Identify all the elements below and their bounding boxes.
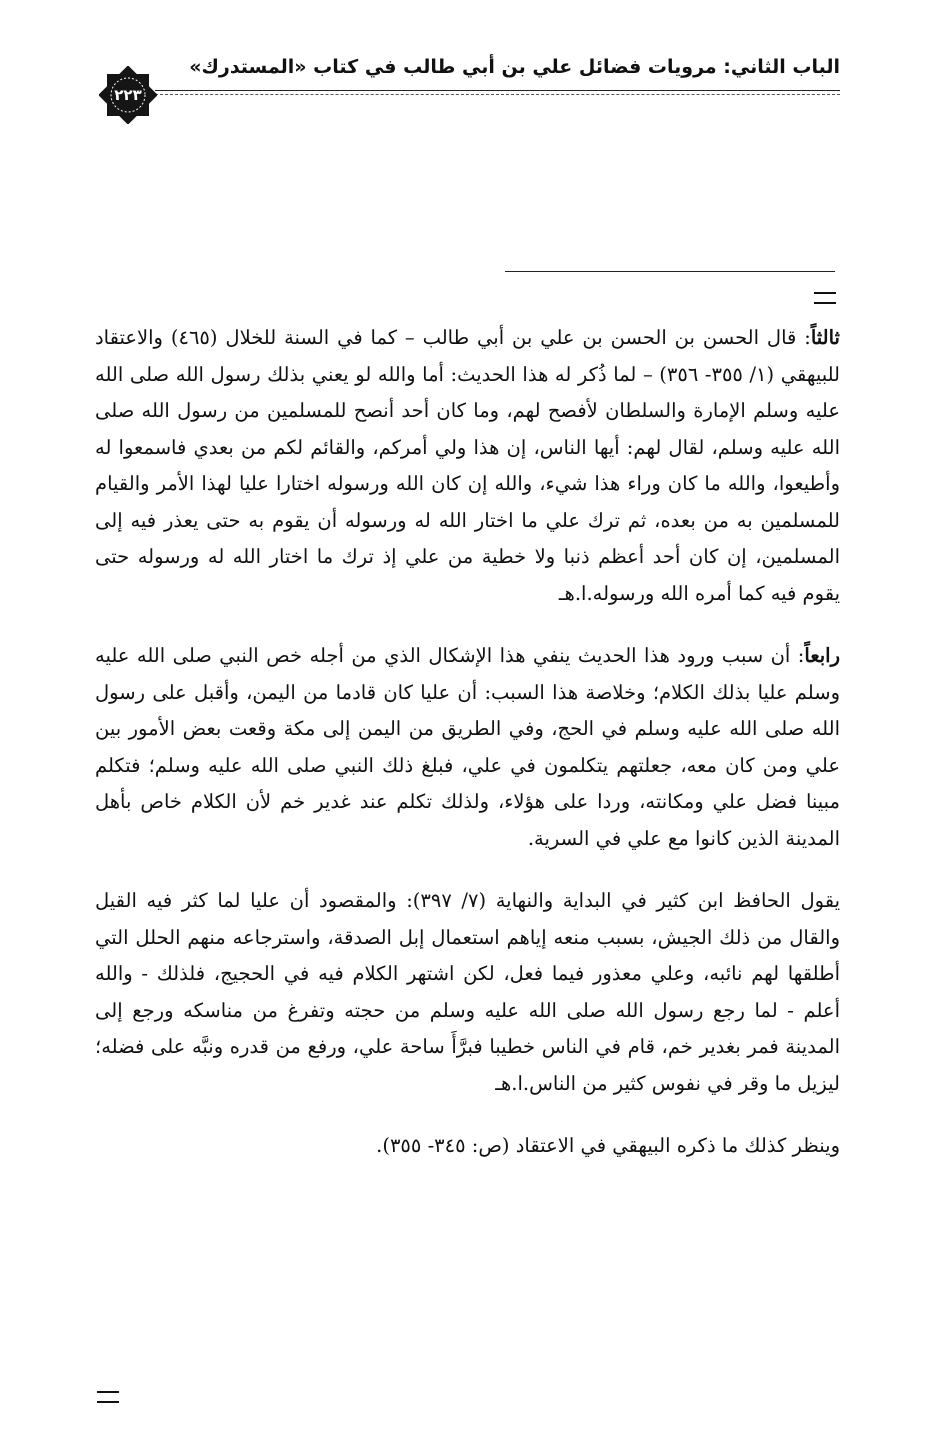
paragraph-text: يقول الحافظ ابن كثير في البداية والنهاية (٧/ ٣٩٧): والمقصود أن عليا لما كثر فيه القيل والقال من ذلك الجيش، بسبب منعه إياهم استعمال إبل الصدقة، واسترجاعه منهم الحلل التي أطلقها لهم نائبه، وعلي معذور فيما فعل، لكن اشتهر الكلام فيه في الحجيج، فلذلك - والله أعلم - لما رجع رسول الله صلى الله عليه وسلم من حجته وتفرغ من مناسكه ورجع إلى المدينة فمر بغدير خم، قام في الناس خطيبا فبرَّأَ ساحة علي، ورفع من قدره ونبَّه على فضله؛ ليزيل ما وقر في نفوس كثير من الناس.ا.هـ [95, 889, 841, 1095]
paragraph-ibn-kathir-quote [95, 883, 840, 1102]
paragraph-third [95, 320, 840, 612]
main-text [95, 320, 840, 1191]
paragraph-lead: ثالثاً [810, 326, 840, 349]
running-header [95, 40, 840, 110]
page-number-badge [99, 66, 157, 124]
paragraph-lead: رابعاً [804, 644, 840, 667]
paragraph-reference [95, 1128, 840, 1165]
header-title: الباب الثاني: مرويات فضائل علي بن أبي طالب في كتاب «المستدرك» [189, 56, 840, 78]
paragraph-text: : أن سبب ورود هذا الحديث ينفي هذا الإشكال الذي من أجله خص النبي صلى الله عليه وسلم عليا بذلك الكلام؛ وخلاصة هذا السبب: أن عليا كان قادما من اليمن، وأقبل على رسول الله صلى الله عليه وسلم في الحج، وفي الطريق من اليمن إلى مكة وقعت بعض الأمور بين علي ومن كان معه، جعلتهم يتكلمون في علي، فبلغ ذلك النبي صلى الله عليه وسلم؛ فتكلم مبينا فضل علي ومكانته، وردا على هؤلاء، ولذلك تكلم عند غدير خم لأن الكلام خاص بأهل المدينة الذين كانوا مع علي في السرية. [95, 644, 840, 850]
continuation-mark-icon [814, 292, 836, 304]
paragraph-text: : قال الحسن بن الحسن بن علي بن أبي طالب – كما في السنة للخلال (٤٦٥) والاعتقاد للبيهقي (١/ ٣٥٥- ٣٥٦) – لما ذُكر له هذا الحديث: أما والله لو يعني بذلك رسول الله صلى الله عليه وسلم الإمارة والسلطان لأفصح لهم، وما كان أحد أنصح للمسلمين من رسول الله صلى الله عليه وسلم، لقال لهم: أيها الناس، إن هذا ولي أمركم، والقائم لكم من بعدي فاسمعوا له وأطيعوا، والله ما كان وراء هذا شيء، والله إن كان الله ورسوله اختارا عليا لهذا الأمر والقيام للمسلمين به من بعده، ثم ترك علي ما اختار الله له ورسوله أن يقوم به حتى يعذر فيه إلى المسلمين، إن كان أحد أعظم ذنبا ولا خطية من علي إذ ترك ما اختار الله له ورسوله حتى يقوم فيه كما أمره الله ورسوله.ا.هـ [95, 326, 840, 605]
continuation-mark-icon [97, 1391, 119, 1403]
page-number: ٢٢٣ [114, 86, 142, 104]
paragraph-fourth [95, 638, 840, 857]
footnote-separator-rule [505, 271, 835, 272]
paragraph-text: وينظر كذلك ما ذكره البيهقي في الاعتقاد (ص: ٣٤٥- ٣٥٥). [376, 1134, 840, 1157]
header-rule [155, 90, 840, 95]
